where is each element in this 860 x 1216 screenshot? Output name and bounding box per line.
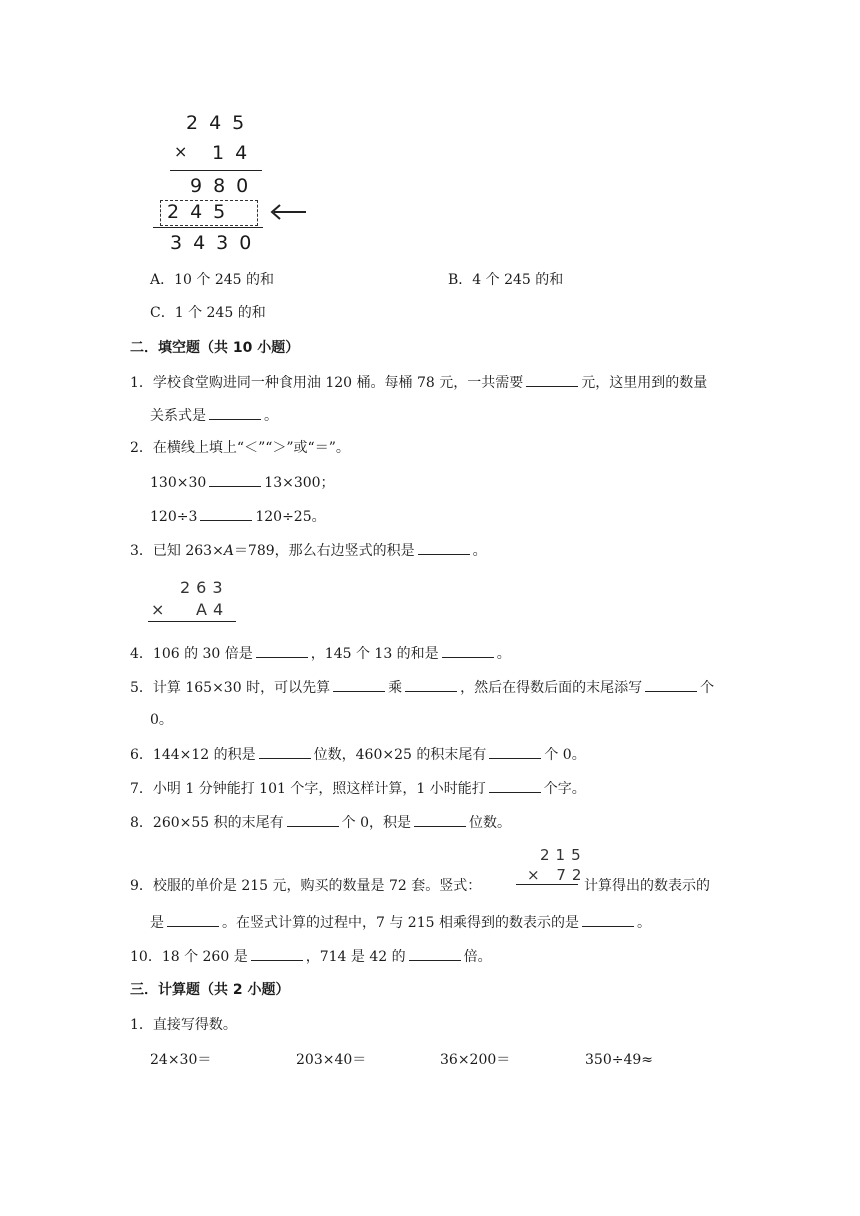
figure-row-multiplicand: 245 [186,112,256,134]
q9-fig-rule [516,884,578,885]
q4-text-c: 。 [496,646,511,662]
q3-text-b: ＝789，那么右边竖式的积是 [233,543,415,559]
arrow-left-icon [268,202,308,222]
q7-text-a: 7．小明 1 分钟能打 101 个字，照这样计算，1 小时能打 [130,781,486,797]
answer-blank[interactable] [256,643,308,658]
answer-blank[interactable] [259,744,311,759]
answer-blank[interactable] [200,506,252,521]
question-2-6 [130,744,586,765]
calc-item-2: 203×40＝ [296,1052,367,1068]
option-a: A．10 个 245 的和 [150,272,274,288]
q8-text-a: 8．260×55 积的末尾有 [130,815,284,831]
q2-left-2: 120÷3 [150,509,198,525]
q5-text-b: 乘 [388,680,403,696]
answer-blank[interactable] [409,946,461,961]
q2-right-2: 120÷25。 [255,509,326,525]
answer-blank[interactable] [489,778,541,793]
question-2-5-line-1 [130,677,714,698]
q2-right-1: 13×300； [264,475,335,491]
answer-blank[interactable] [333,677,385,692]
question-2-2-line-1 [150,472,335,493]
q3-text-a: 3．已知 263× [130,543,224,559]
q4-text-b: ，145 个 13 的和是 [310,646,439,662]
question-2-5-line-2: 0。 [150,712,173,728]
q9-fig-bottom: × 72 [527,866,588,884]
question-2-10 [130,946,492,967]
q1-text-c: 关系式是 [150,408,206,424]
q9-text-a: 9．校服的单价是 215 元，购买的数量是 72 套。竖式： [130,878,482,894]
answer-blank[interactable] [418,540,470,555]
question-2-8 [130,812,511,833]
section-3-title: 三．计算题（共 2 小题） [130,982,290,998]
question-2-2: 2．在横线上填上“＜”“＞”或“＝”。 [130,440,350,456]
q8-text-c: 位数。 [468,815,511,831]
question-2-4 [130,643,511,664]
option-c: C．1 个 245 的和 [150,305,266,321]
q9-text-e: 。 [636,915,651,931]
q1-text-d: 。 [264,408,278,424]
figure-row-partial-2: 245 [167,201,237,223]
q4-text-a: 4．106 的 30 倍是 [130,646,253,662]
q1-text-a: 1．学校食堂购进同一种食用油 120 桶。每桶 78 元，一共需要 [130,375,524,391]
q3-variable: A [223,543,234,559]
q5-text-c: ，然后在得数后面的末尾添写 [460,680,643,696]
calc-item-3: 36×200＝ [440,1052,511,1068]
question-2-1-line-1 [130,372,707,393]
answer-blank[interactable] [167,912,219,927]
answer-blank[interactable] [405,677,457,692]
figure-rule-1 [170,170,262,171]
answer-blank[interactable] [287,812,339,827]
q9-fig-top: 215 [540,846,587,864]
q6-text-b: 位数，460×25 的积末尾有 [313,747,487,763]
answer-blank[interactable] [209,405,261,420]
q3-fig-times: × [151,600,171,619]
q10-text-b: ，714 是 42 的 [305,949,406,965]
calc-item-4: 350÷49≈ [585,1052,653,1068]
q7-text-b: 个字。 [543,781,586,797]
answer-blank[interactable] [414,812,466,827]
answer-blank[interactable] [526,372,578,387]
q10-text-c: 倍。 [463,949,492,965]
q1-text-b: 元，这里用到的数量 [581,375,708,391]
q8-text-b: 个 0，积是 [341,815,411,831]
question-3-1: 1．直接写得数。 [130,1017,237,1033]
answer-blank[interactable] [209,472,261,487]
figure-times-sign: × [174,142,199,161]
q3-fig-rule [148,621,236,622]
figure-row-multiplier: 14 [212,142,259,164]
question-2-1-line-2 [150,405,278,426]
q5-text-d: 个 [700,680,715,696]
calc-item-1: 24×30＝ [150,1052,212,1068]
question-2-9-line-1-end: 计算得出的数表示的 [584,878,710,894]
question-2-2-line-2 [150,506,326,527]
answer-blank[interactable] [489,744,541,759]
figure-row-partial-1: 980 [190,175,260,197]
question-2-9-line-1 [130,876,481,896]
q10-text-a: 10．18 个 260 是 [130,949,248,965]
q6-text-c: 个 0。 [544,747,586,763]
q3-text-c: 。 [472,543,487,559]
answer-blank[interactable] [251,946,303,961]
question-2-3 [130,540,487,561]
answer-blank[interactable] [442,643,494,658]
q2-left-1: 130×30 [150,475,207,491]
section-2-title: 二．填空题（共 10 小题） [130,340,300,356]
q3-fig-top: 263 [180,578,229,597]
figure-rule-2 [153,227,263,228]
figure-row-product: 3430 [170,232,263,254]
q9-text-d: 。在竖式计算的过程中，7 与 215 相乘得到的数表示的是 [222,915,579,931]
q5-text-a: 5．计算 165×30 时，可以先算 [130,680,331,696]
q6-text-a: 6．144×12 的积是 [130,747,256,763]
question-2-7 [130,778,586,799]
answer-blank[interactable] [582,912,634,927]
option-b: B．4 个 245 的和 [448,272,564,288]
answer-blank[interactable] [645,677,697,692]
question-2-9-line-2 [150,912,651,933]
q3-fig-bottom: A4 [196,600,230,619]
q9-text-c: 是 [150,915,164,931]
